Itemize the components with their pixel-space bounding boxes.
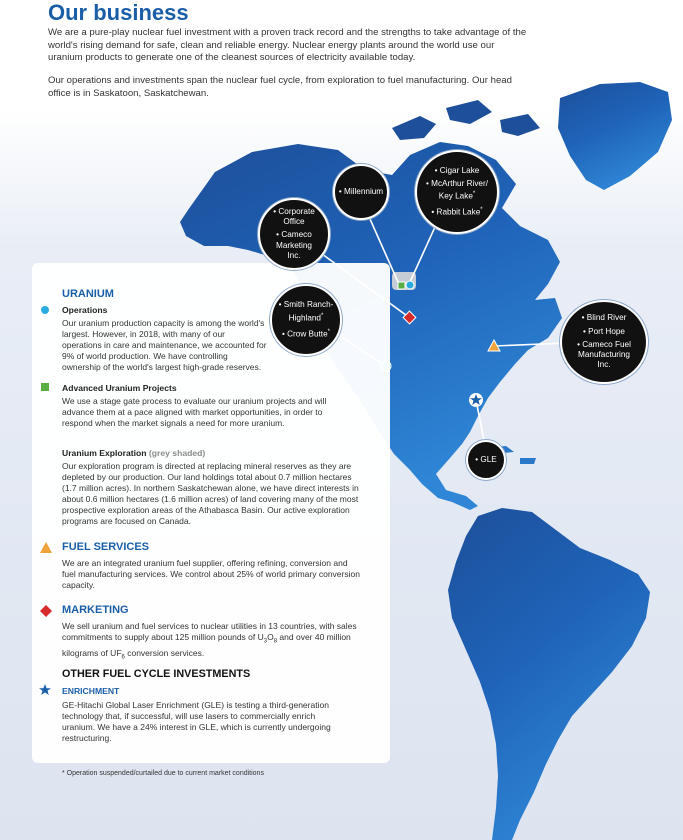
uranium-heading: URANIUM: [62, 288, 114, 300]
label-office: Office: [283, 217, 305, 227]
advanced-project-marker: [398, 282, 405, 289]
fuel-triangle-icon: [40, 542, 52, 553]
label-cameco-fuel: • Cameco Fuel: [577, 339, 631, 349]
operations-dot-icon: [40, 305, 50, 315]
footnote: * Operation suspended/curtailed due to current market conditions: [62, 770, 264, 777]
callout-millennium: [333, 164, 389, 220]
label-cameco: • Cameco: [276, 230, 312, 240]
label-cigar-lake: • Cigar Lake: [434, 165, 480, 175]
label-gle: • GLE: [475, 454, 497, 464]
label-rabbit-lake: • Rabbit Lake*: [431, 207, 483, 217]
page-title: Our business: [48, 0, 189, 25]
marketing-heading: MARKETING: [62, 604, 129, 616]
advanced-projects-heading: Advanced Uranium Projects: [62, 383, 177, 393]
label-corporate: • Corporate: [273, 206, 315, 216]
other-investments-heading: OTHER FUEL CYCLE INVESTMENTS: [62, 668, 251, 680]
advanced-projects-text: We use a stage gate process to evaluate our uranium projects and will advance them at a pace aligned with market opportunities, in order to respond when the market signals a need for more uranium.: [62, 396, 327, 429]
cigar-lake-marker: [406, 281, 414, 289]
intro-paragraph-1: We are a pure-play nuclear fuel investment with a proven track record and the strengths to take advantage of the world's rising demand for safe, clean and reliable energy. Nuclear energy plants around the world use our uranium products to generate one of the cleanest sources of electricity available today.: [48, 27, 527, 64]
callout-us-operations: [270, 284, 342, 356]
marketing-text: We sell uranium and fuel services to nuclear utilities in 13 countries, with sales commitments to supply about 125 million pounds of $U_3O_8$ and over 40 million kilograms of $UF_6$ conversion services.: [62, 621, 357, 661]
enrichment-heading: ENRICHMENT: [62, 686, 120, 696]
exploration-text: Our exploration program is directed at replacing mineral reserves as they are depleted by our production. Our land holdings total about 0.7 million hectares (1.7 million acres). In northern Saskatchewan alone, we have direct interests in about 0.6 million hectares (1.6 million acres) of land covering many of the most prospective exploration areas of the Athabasca Basin. Our active exploration programs are focused on Canada.: [62, 461, 359, 527]
callout-gle: [466, 440, 506, 480]
label-inc: Inc.: [287, 250, 301, 260]
callout-athabasca: [415, 150, 499, 234]
label-manufacturing: Manufacturing: [578, 350, 630, 360]
label-crow-butte: • Crow Butte*: [282, 328, 330, 339]
fuel-services-heading: FUEL SERVICES: [62, 541, 150, 553]
label-fuel-inc: Inc.: [597, 360, 611, 370]
operations-text: Our uranium production capacity is among the world's largest. However, in 2018, with many of our operations in care and maintenance, we accounted for 9% of world production. We have controlling ownership of the world's largest high-grade reserves.: [62, 318, 267, 373]
label-millennium: • Millennium: [338, 186, 384, 196]
intro-paragraph-2: Our operations and investments span the nuclear fuel cycle, from exploration to fuel manufacturing. Our head office is in Saskatoon, Saskatchewan.: [48, 75, 512, 99]
operations-heading: Operations: [62, 305, 108, 315]
enrichment-star-icon: [39, 684, 51, 696]
enrichment-text: GE-Hitachi Global Laser Enrichment (GLE) is testing a third-generation technology that, if successful, will use lasers to commercially enrich uranium. We have a 24% interest in GLE, which is currently undergoing restructuring.: [62, 700, 331, 744]
exploration-heading: Uranium Exploration (grey shaded): [62, 448, 206, 458]
label-port-hope: • Port Hope: [582, 326, 625, 336]
label-key-lake: Key Lake*: [438, 191, 476, 201]
advanced-square-icon: [41, 383, 49, 391]
label-marketing: Marketing: [276, 240, 312, 250]
label-smith-ranch: • Smith Ranch-: [278, 300, 334, 310]
fuel-services-text: We are an integrated uranium fuel supplier, offering refining, conversion and fuel manufacturing services. We control about 25% of world primary conversion capacity.: [62, 558, 360, 591]
callout-saskatoon: [258, 198, 330, 270]
label-highland: Highland*: [288, 312, 324, 323]
marketing-diamond-icon: [40, 605, 52, 617]
callout-ontario: [560, 300, 648, 384]
label-mcarthur-river: • McArthur River/: [425, 179, 488, 189]
label-blind-river: • Blind River: [581, 313, 627, 323]
